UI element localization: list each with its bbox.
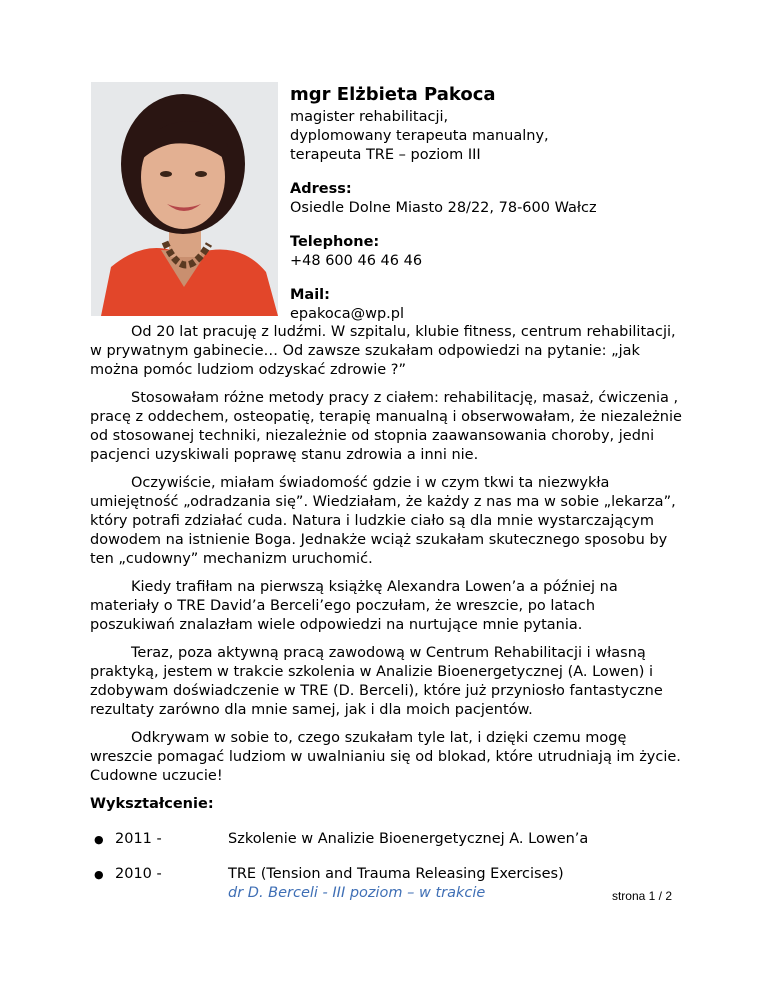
mail-value: epakoca@wp.pl: [290, 306, 405, 322]
bullet-icon: ●: [94, 833, 104, 846]
paragraph: Stosowałam różne metody pracy z ciałem: rehabilitację, masaż, ćwiczenia , pracę z oddechem, osteopatię, terapię manualną i obserwowałam, że niezależnie od stosowanej techniki, niezależnie od stopnia zaawansowania choroby, jedni pacjenci uzyskiwali poprawę stanu zdrowia a inni nie.: [90, 390, 682, 463]
paragraph: Oczywiście, miałam świadomość gdzie i w czym tkwi ta niezwykła umiejętność „odradzania się”. Wiedziałam, że każdy z nas ma w sobie „lekarza”, który potrafi zdziałać cuda. Natura i ludzkie ciało są dla mnie wystarczającym dowodem na istnienie Boga. Jednakże wciąż szukałam skutecznego sposobu by ten „cudowny” mechanizm uruchomić.: [90, 475, 676, 567]
education-title: Wykształcenie:: [90, 796, 214, 812]
telephone-value: +48 600 46 46 46: [290, 253, 423, 269]
contact-header: [290, 84, 750, 324]
bullet-icon: ●: [94, 868, 104, 881]
person-name: mgr Elżbieta Pakoca: [290, 84, 496, 105]
paragraph: Teraz, poza aktywną pracą zawodową w Centrum Rehabilitacji i własną praktyką, jestem w trakcie szkolenia w Analizie Bioenergetycznej (A. Lowen) i zdobywam doświadczenie w TRE (D. Berceli), które już przyniosło fantastyczne rezultaty zarówno dla mnie samej, jak i dla moich pacjentów.: [90, 645, 663, 718]
portrait-photo: [91, 82, 278, 316]
education-year: 2011 -: [115, 831, 162, 847]
education-desc: Szkolenie w Analizie Bioenergetycznej A. Lowen’a: [228, 831, 589, 847]
education-desc: TRE (Tension and Trauma Releasing Exercises): [228, 866, 564, 882]
mail-label: Mail:: [290, 287, 330, 303]
title-line: dyplomowany terapeuta manualny,: [290, 128, 549, 144]
education-subtext: dr D. Berceli - III poziom – w trakcie: [228, 885, 486, 901]
address-value: Osiedle Dolne Miasto 28/22, 78-600 Wałcz: [290, 200, 597, 216]
education-item: [90, 830, 682, 849]
title-line: terapeuta TRE – poziom III: [290, 147, 481, 163]
education-year: 2010 -: [115, 866, 162, 882]
title-line: magister rehabilitacji,: [290, 109, 449, 125]
paragraph: Od 20 lat pracuję z ludźmi. W szpitalu, klubie fitness, centrum rehabilitacji, w prywatnym gabinecie… Od zawsze szukałam odpowiedzi na pytanie: „jak można pomóc ludziom odzyskać zdrowie ?”: [90, 324, 676, 378]
page-number: strona 1 / 2: [611, 889, 672, 903]
paragraph: Odkrywam w sobie to, czego szukałam tyle lat, i dzięki czemu mogę wreszcie pomagać ludziom w uwalnianiu się od blokad, które utrudniają im życie. Cudowne uczucie!: [90, 730, 681, 784]
education-item: [90, 865, 682, 903]
biography-text: [90, 323, 682, 903]
telephone-label: Telephone:: [290, 234, 380, 250]
address-label: Adress:: [290, 181, 352, 197]
paragraph: Kiedy trafiłam na pierwszą książkę Alexandra Lowen’a a później na materiały o TRE David’a Berceli’ego poczułam, że wreszcie, po latach poszukiwań znalazłam wiele odpowiedzi na nurtujące mnie pytania.: [90, 579, 618, 633]
